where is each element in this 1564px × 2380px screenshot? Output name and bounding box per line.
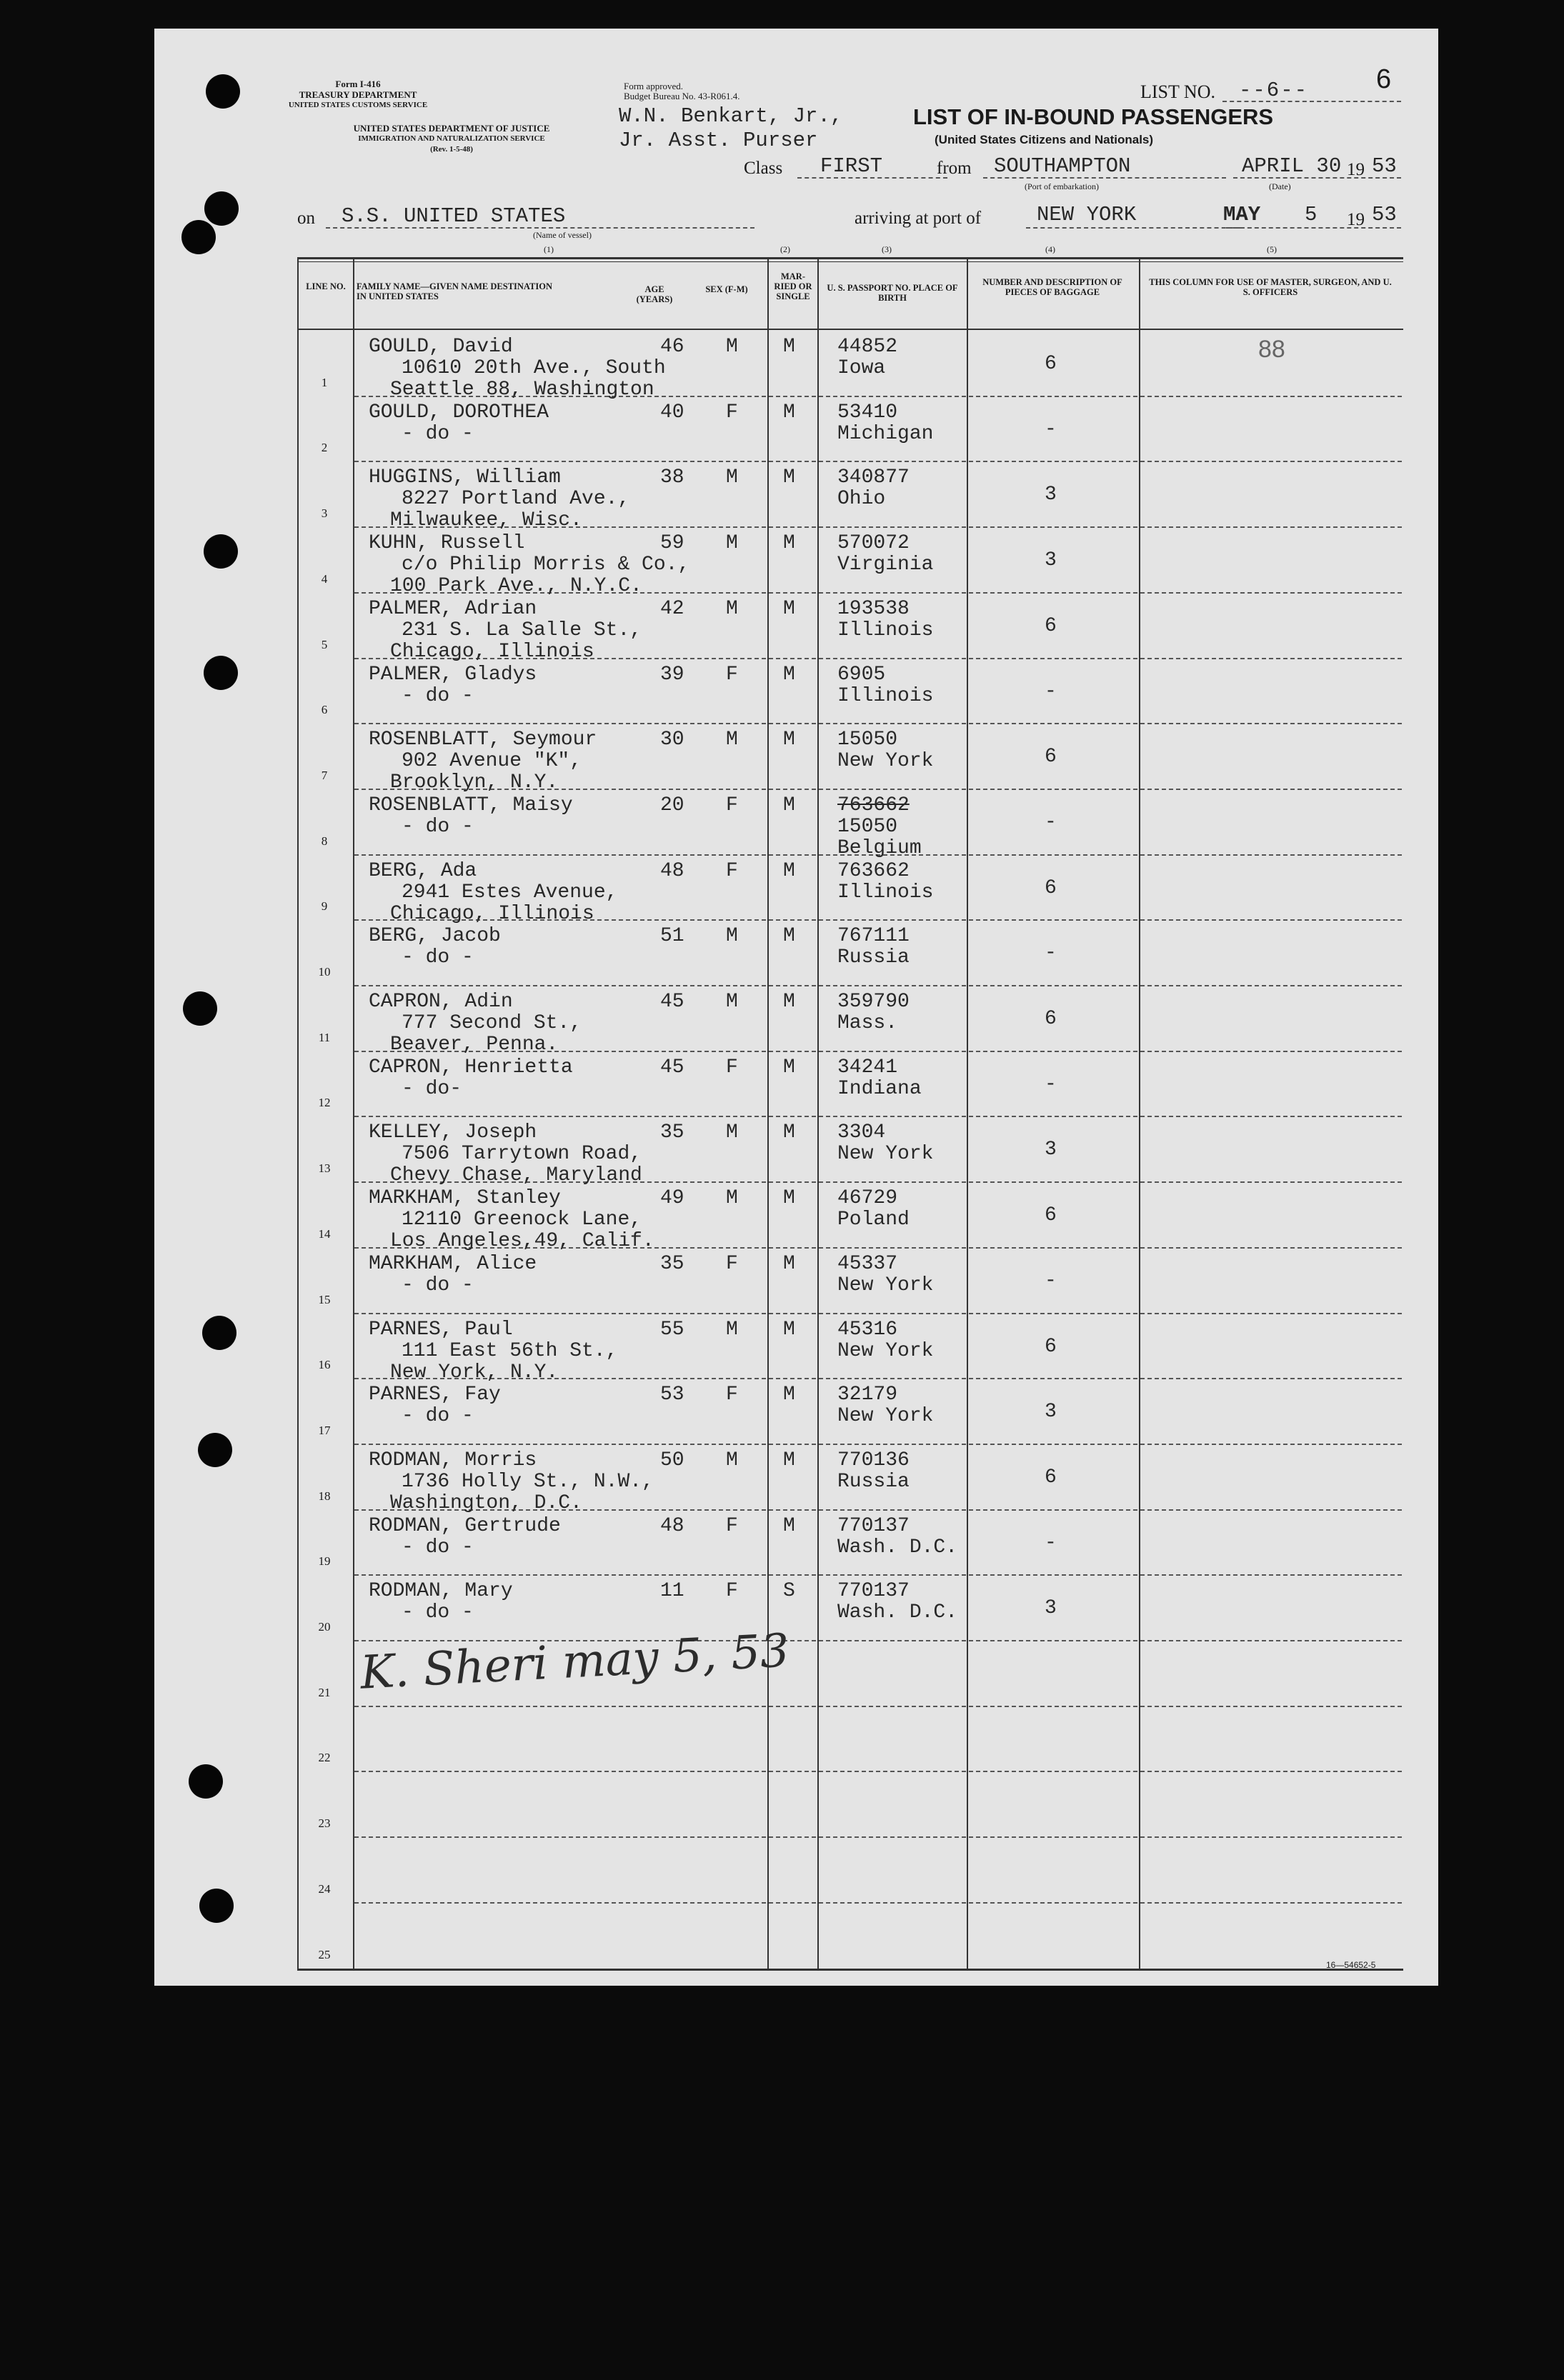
- passenger-baggage: 6: [1045, 1204, 1057, 1226]
- passenger-marital-status: M: [783, 1187, 795, 1209]
- passenger-name: RODMAN, Mary: [369, 1580, 513, 1602]
- passenger-passport-no: 763662: [837, 860, 910, 882]
- passenger-place-of-birth: Russia: [837, 946, 910, 969]
- passenger-address-1: 1736 Holly St., N.W.,: [402, 1471, 654, 1493]
- passenger-address-1: 7506 Tarrytown Road,: [402, 1143, 642, 1165]
- date-underline: [1233, 177, 1401, 179]
- budget-bureau: Budget Bureau No. 43-R061.4.: [624, 91, 740, 101]
- passenger-passport-no: 44852: [837, 336, 898, 358]
- passenger-age: 49: [660, 1187, 684, 1209]
- passenger-address-1: 2941 Estes Avenue,: [402, 881, 618, 904]
- passenger-sex: F: [726, 664, 738, 686]
- passenger-sex: M: [726, 1449, 738, 1471]
- passenger-baggage: 3: [1045, 1139, 1057, 1161]
- line-number: 8: [321, 834, 328, 848]
- header-age: AGE (YEARS): [636, 284, 673, 304]
- passenger-sex: M: [726, 729, 738, 751]
- row-divider: [354, 1902, 1402, 1904]
- form-title: LIST OF IN-BOUND PASSENGERS: [913, 104, 1274, 129]
- passenger-passport-no: 15050: [837, 729, 898, 751]
- punch-hole: [206, 74, 240, 109]
- line-number: 13: [318, 1161, 331, 1175]
- passenger-passport-no: 53410: [837, 401, 898, 424]
- punch-hole: [204, 191, 239, 226]
- line-number: 22: [318, 1751, 331, 1764]
- passenger-address-1: - do -: [402, 423, 474, 445]
- passenger-address-1: - do -: [402, 1536, 474, 1559]
- row-divider: [354, 1313, 1402, 1314]
- port-of-embarkation: SOUTHAMPTON: [994, 154, 1131, 178]
- passenger-address-2: Washington, D.C.: [390, 1492, 582, 1514]
- passenger-marital-status: M: [783, 1515, 795, 1537]
- passenger-sex: M: [726, 925, 738, 947]
- passenger-baggage: -: [1045, 942, 1057, 964]
- passenger-place-of-birth: Michigan: [837, 423, 934, 445]
- passenger-name: PALMER, Gladys: [369, 664, 537, 686]
- passenger-age: 20: [660, 794, 684, 816]
- line-number: 7: [321, 769, 328, 782]
- passenger-place-of-birth: Illinois: [837, 619, 934, 641]
- on-label: on: [297, 209, 315, 228]
- passenger-marital-status: M: [783, 466, 795, 489]
- passenger-sex: F: [726, 860, 738, 882]
- passenger-place-of-birth: Wash. D.C.: [837, 1601, 958, 1624]
- passenger-age: 50: [660, 1449, 684, 1471]
- punch-hole: [204, 534, 238, 569]
- line-number: 23: [318, 1816, 331, 1830]
- line-number: 17: [318, 1424, 331, 1437]
- colnum-5: (5): [1267, 244, 1277, 254]
- passenger-age: 35: [660, 1121, 684, 1144]
- passenger-baggage: 3: [1045, 1597, 1057, 1619]
- passenger-marital-status: M: [783, 860, 795, 882]
- page-number: 6: [1376, 64, 1392, 94]
- line-number: 14: [318, 1227, 331, 1241]
- passenger-place-of-birth: New York: [837, 1143, 934, 1165]
- col-border-4: [967, 257, 968, 1970]
- passenger-place-of-birth: Mass.: [837, 1012, 898, 1034]
- passenger-name: PARNES, Paul: [369, 1319, 513, 1341]
- justice-label: UNITED STATES DEPARTMENT OF JUSTICE: [353, 123, 550, 134]
- purser-title: Jr. Asst. Purser: [619, 129, 818, 152]
- line-number: 4: [321, 572, 328, 586]
- header-name: FAMILY NAME—GIVEN NAME DESTINATION IN UNITED STATES: [357, 281, 552, 301]
- line-number: 3: [321, 506, 328, 520]
- passenger-address-1: - do -: [402, 946, 474, 969]
- passenger-name: MARKHAM, Stanley: [369, 1187, 561, 1209]
- passport-struck: 763662: [837, 794, 910, 816]
- passenger-marital-status: M: [783, 598, 795, 620]
- passenger-place-of-birth: New York: [837, 1405, 934, 1427]
- header-officers: THIS COLUMN FOR USE OF MASTER, SURGEON, AND U. S. OFFICERS: [1149, 277, 1392, 297]
- table-bottom-border: [297, 1969, 1403, 1971]
- passenger-age: 38: [660, 466, 684, 489]
- line-number: 16: [318, 1358, 331, 1371]
- line-number: 11: [318, 1031, 331, 1044]
- passenger-address-2: Chicago, Illinois: [390, 903, 594, 925]
- embark-year: 53: [1372, 154, 1397, 178]
- line-number: 12: [318, 1096, 331, 1109]
- passenger-baggage: 6: [1045, 615, 1057, 637]
- line-number: 21: [318, 1686, 331, 1699]
- from-label: from: [937, 159, 972, 178]
- passenger-age: 59: [660, 532, 684, 554]
- form-header-left: [279, 79, 437, 111]
- passenger-sex: F: [726, 1580, 738, 1602]
- line-number: 5: [321, 638, 328, 651]
- passenger-name: GOULD, David: [369, 336, 513, 358]
- passenger-place-of-birth: Ohio: [837, 488, 886, 510]
- arriving-label: arriving at port of: [855, 209, 982, 228]
- passenger-sex: M: [726, 1187, 738, 1209]
- col-border-3: [817, 257, 819, 1970]
- passenger-address-1: - do -: [402, 1274, 474, 1296]
- passenger-name: KELLEY, Joseph: [369, 1121, 537, 1144]
- colnum-2: (2): [780, 244, 790, 254]
- row-divider: [354, 1836, 1402, 1838]
- customs-label: UNITED STATES CUSTOMS SERVICE: [288, 101, 428, 109]
- header-bottom-border: [297, 329, 1403, 330]
- passenger-address-2: Chicago, Illinois: [390, 641, 594, 663]
- row-divider: [354, 1771, 1402, 1772]
- passenger-sex: M: [726, 532, 738, 554]
- line-number: 1: [321, 376, 328, 389]
- passenger-sex: M: [726, 1121, 738, 1144]
- passenger-marital-status: M: [783, 664, 795, 686]
- arrival-month: MAY: [1223, 203, 1261, 226]
- passenger-marital-status: M: [783, 1449, 795, 1471]
- embark-underline: [983, 177, 1226, 179]
- line-number: 18: [318, 1489, 331, 1503]
- passenger-age: 42: [660, 598, 684, 620]
- line-number: 10: [318, 965, 331, 979]
- passenger-place-of-birth: Iowa: [837, 357, 886, 379]
- punch-hole: [198, 1433, 232, 1467]
- passenger-age: 53: [660, 1384, 684, 1406]
- passenger-sex: F: [726, 794, 738, 816]
- passenger-age: 45: [660, 1056, 684, 1079]
- line-number: 15: [318, 1293, 331, 1306]
- passenger-age: 45: [660, 991, 684, 1013]
- embark-year-prefix: 19: [1347, 160, 1365, 179]
- officer-mark: 88: [1258, 336, 1285, 363]
- col-border-1: [353, 257, 354, 1970]
- colnum-3: (3): [882, 244, 892, 254]
- row-divider: [354, 723, 1402, 724]
- passenger-address-1: 111 East 56th St.,: [402, 1340, 618, 1362]
- passenger-marital-status: M: [783, 991, 795, 1013]
- passenger-baggage: 3: [1045, 484, 1057, 506]
- passenger-address-2: Brooklyn, N.Y.: [390, 771, 559, 794]
- passenger-address-1: - do -: [402, 1601, 474, 1624]
- passenger-address-2: Seattle 88, Washington: [390, 379, 654, 401]
- passenger-sex: F: [726, 401, 738, 424]
- manifest-page: [154, 29, 1438, 1986]
- passenger-address-1: c/o Philip Morris & Co.,: [402, 554, 690, 576]
- passenger-name: PALMER, Adrian: [369, 598, 537, 620]
- passenger-name: PARNES, Fay: [369, 1384, 501, 1406]
- passenger-sex: M: [726, 466, 738, 489]
- passenger-sex: M: [726, 1319, 738, 1341]
- passenger-passport-no: 340877: [837, 466, 910, 489]
- passenger-address-1: 902 Avenue "K",: [402, 750, 582, 772]
- passenger-address-1: 10610 20th Ave., South: [402, 357, 666, 379]
- line-number: 24: [318, 1882, 331, 1896]
- passenger-place-of-birth: Belgium: [837, 837, 922, 859]
- passenger-passport-no: 570072: [837, 532, 910, 554]
- date-caption: (Date): [1269, 181, 1291, 191]
- passenger-passport-no: 46729: [837, 1187, 898, 1209]
- passenger-sex: F: [726, 1384, 738, 1406]
- passenger-address-1: - do -: [402, 1405, 474, 1427]
- punch-hole: [183, 991, 217, 1026]
- passenger-address-1: - do-: [402, 1078, 462, 1100]
- passenger-passport-no: 45316: [837, 1319, 898, 1341]
- form-approved: Form approved.: [624, 81, 684, 91]
- footer-code: 16—54652-5: [1326, 1960, 1376, 1970]
- header-married: MAR-RIED OR SINGLE: [774, 271, 812, 301]
- passenger-name: BERG, Ada: [369, 860, 477, 882]
- col-border-2: [767, 257, 769, 1970]
- passenger-marital-status: M: [783, 401, 795, 424]
- passenger-name: CAPRON, Adin: [369, 991, 513, 1013]
- passenger-passport-no: 770136: [837, 1449, 910, 1471]
- passenger-name: HUGGINS, William: [369, 466, 561, 489]
- passenger-name: ROSENBLATT, Seymour: [369, 729, 597, 751]
- passenger-baggage: 6: [1045, 746, 1057, 768]
- passenger-age: 46: [660, 336, 684, 358]
- passenger-age: 35: [660, 1253, 684, 1275]
- ins-label: IMMIGRATION AND NATURALIZATION SERVICE: [358, 134, 545, 143]
- punch-hole: [199, 1889, 234, 1923]
- form-header-left-2: [294, 123, 609, 155]
- passenger-passport-no: 359790: [837, 991, 910, 1013]
- passenger-address-1: 8227 Portland Ave.,: [402, 488, 630, 510]
- form-subtitle: (United States Citizens and Nationals): [935, 133, 1154, 146]
- punch-hole: [181, 220, 216, 254]
- passenger-place-of-birth: New York: [837, 1340, 934, 1362]
- passenger-place-of-birth: Wash. D.C.: [837, 1536, 958, 1559]
- passenger-age: 48: [660, 860, 684, 882]
- list-no-underline: [1222, 101, 1401, 102]
- passenger-marital-status: M: [783, 1319, 795, 1341]
- passenger-sex: M: [726, 991, 738, 1013]
- passenger-place-of-birth: New York: [837, 1274, 934, 1296]
- passenger-baggage: -: [1045, 681, 1057, 703]
- passenger-baggage: -: [1045, 1074, 1057, 1096]
- passenger-name: KUHN, Russell: [369, 532, 525, 554]
- passenger-marital-status: M: [783, 336, 795, 358]
- vessel-caption: (Name of vessel): [533, 230, 592, 240]
- passenger-name: GOULD, DOROTHEA: [369, 401, 549, 424]
- passenger-sex: F: [726, 1515, 738, 1537]
- passenger-name: RODMAN, Gertrude: [369, 1515, 561, 1537]
- passenger-place-of-birth: Indiana: [837, 1078, 922, 1100]
- passenger-sex: M: [726, 336, 738, 358]
- passenger-name: RODMAN, Morris: [369, 1449, 537, 1471]
- passenger-passport-no: 3304: [837, 1121, 886, 1144]
- form-number: Form I-416: [335, 79, 381, 89]
- list-no-label: LIST NO.: [1140, 81, 1215, 102]
- passenger-name: MARKHAM, Alice: [369, 1253, 537, 1275]
- port-of-arrival: NEW YORK: [1037, 203, 1137, 226]
- passenger-marital-status: M: [783, 794, 795, 816]
- row-divider: [354, 1444, 1402, 1445]
- passenger-marital-status: M: [783, 1253, 795, 1275]
- arrival-date-underline: [1226, 227, 1401, 229]
- passenger-passport-no: 193538: [837, 598, 910, 620]
- header-sex: SEX (F-M): [705, 284, 748, 294]
- line-number: 19: [318, 1554, 331, 1568]
- header-baggage: NUMBER AND DESCRIPTION OF PIECES OF BAGGAGE: [982, 277, 1122, 297]
- vessel-underline: [326, 227, 754, 229]
- passenger-place-of-birth: Russia: [837, 1471, 910, 1493]
- signature: K. Sheri may 5, 53: [359, 1624, 791, 1700]
- passenger-passport-no: 32179: [837, 1384, 898, 1406]
- passenger-sex: F: [726, 1056, 738, 1079]
- passenger-place-of-birth: Virginia: [837, 554, 934, 576]
- class-value: FIRST: [820, 154, 883, 178]
- passenger-name: CAPRON, Henrietta: [369, 1056, 573, 1079]
- col-border-0: [297, 257, 299, 1970]
- passenger-passport-no: 34241: [837, 1056, 898, 1079]
- arrival-year: 53: [1372, 203, 1397, 226]
- table-top-border-2: [297, 261, 1403, 262]
- header-line-no: LINE NO.: [306, 281, 346, 291]
- class-label: Class: [744, 159, 783, 178]
- line-number: 6: [321, 703, 328, 716]
- passenger-address-1: 12110 Greenock Lane,: [402, 1209, 642, 1231]
- passenger-age: 11: [660, 1580, 684, 1602]
- passenger-age: 51: [660, 925, 684, 947]
- passenger-marital-status: M: [783, 1384, 795, 1406]
- passenger-marital-status: M: [783, 729, 795, 751]
- passenger-place-of-birth: Poland: [837, 1209, 910, 1231]
- row-divider: [354, 1116, 1402, 1117]
- punch-hole: [189, 1764, 223, 1799]
- passenger-address-1: 231 S. La Salle St.,: [402, 619, 642, 641]
- passenger-passport-no: 770137: [837, 1515, 910, 1537]
- passenger-baggage: -: [1045, 419, 1057, 441]
- passenger-baggage: 6: [1045, 353, 1057, 375]
- passenger-passport-no: 770137: [837, 1580, 910, 1602]
- rev-label: (Rev. 1-5-48): [430, 145, 473, 154]
- passenger-sex: M: [726, 598, 738, 620]
- arrival-year-prefix: 19: [1347, 210, 1365, 229]
- passenger-baggage: -: [1045, 1270, 1057, 1292]
- col-border-5: [1139, 257, 1140, 1970]
- passenger-age: 55: [660, 1319, 684, 1341]
- passenger-passport-no: 6905: [837, 664, 886, 686]
- passenger-place-of-birth: New York: [837, 750, 934, 772]
- arrival-day: 5: [1305, 203, 1318, 226]
- passenger-address-2: New York, N.Y.: [390, 1361, 559, 1384]
- row-divider: [354, 461, 1402, 462]
- colnum-1: (1): [544, 244, 554, 254]
- passenger-baggage: 6: [1045, 1008, 1057, 1030]
- line-number: 25: [318, 1948, 331, 1961]
- punch-hole: [204, 656, 238, 690]
- passenger-place-of-birth: Illinois: [837, 881, 934, 904]
- line-number: 9: [321, 899, 328, 913]
- passenger-passport-no: 767111: [837, 925, 910, 947]
- passenger-address-1: 777 Second St.,: [402, 1012, 582, 1034]
- embark-date: APRIL 30: [1242, 154, 1342, 178]
- passenger-baggage: 6: [1045, 1336, 1057, 1358]
- passenger-baggage: 3: [1045, 1401, 1057, 1423]
- passenger-age: 30: [660, 729, 684, 751]
- line-number: 20: [318, 1620, 331, 1634]
- arrival-underline: [1026, 227, 1240, 229]
- passenger-baggage: 6: [1045, 1466, 1057, 1489]
- passenger-baggage: 6: [1045, 877, 1057, 899]
- passenger-age: 48: [660, 1515, 684, 1537]
- passenger-place-of-birth: Illinois: [837, 685, 934, 707]
- class-underline: [797, 177, 947, 179]
- passenger-marital-status: M: [783, 1056, 795, 1079]
- passenger-passport-no: 15050: [837, 816, 898, 838]
- passenger-passport-no: 45337: [837, 1253, 898, 1275]
- passenger-marital-status: S: [783, 1580, 795, 1602]
- row-divider: [354, 985, 1402, 986]
- passenger-baggage: 3: [1045, 549, 1057, 571]
- punch-hole: [202, 1316, 236, 1350]
- table-top-border: [297, 257, 1403, 259]
- passenger-address-2: Milwaukee, Wisc.: [390, 509, 582, 531]
- line-number: 2: [321, 441, 328, 454]
- passenger-sex: F: [726, 1253, 738, 1275]
- passenger-age: 40: [660, 401, 684, 424]
- treasury-label: TREASURY DEPARTMENT: [299, 89, 417, 100]
- passenger-baggage: -: [1045, 811, 1057, 834]
- passenger-address-2: Chevy Chase, Maryland: [390, 1164, 642, 1186]
- header-passport: U. S. PASSPORT NO. PLACE OF BIRTH: [827, 283, 958, 303]
- passenger-address-2: 100 Park Ave., N.Y.C.: [390, 575, 642, 597]
- row-divider: [354, 1574, 1402, 1576]
- passenger-marital-status: M: [783, 532, 795, 554]
- approval-block: [624, 81, 739, 101]
- passenger-baggage: -: [1045, 1532, 1057, 1554]
- colnum-4: (4): [1045, 244, 1055, 254]
- passenger-address-2: Beaver, Penna.: [390, 1034, 559, 1056]
- passenger-name: BERG, Jacob: [369, 925, 501, 947]
- passenger-age: 39: [660, 664, 684, 686]
- passenger-marital-status: M: [783, 1121, 795, 1144]
- passenger-marital-status: M: [783, 925, 795, 947]
- list-no-value: --6--: [1239, 79, 1309, 102]
- passenger-address-1: - do -: [402, 816, 474, 838]
- passenger-address-1: - do -: [402, 685, 474, 707]
- passenger-address-2: Los Angeles,49, Calif.: [390, 1230, 654, 1252]
- passenger-name: ROSENBLATT, Maisy: [369, 794, 573, 816]
- vessel-name: S.S. UNITED STATES: [342, 204, 566, 228]
- row-divider: [354, 1706, 1402, 1707]
- purser-name: W.N. Benkart, Jr.,: [619, 104, 843, 128]
- embark-caption: (Port of embarkation): [1025, 181, 1099, 191]
